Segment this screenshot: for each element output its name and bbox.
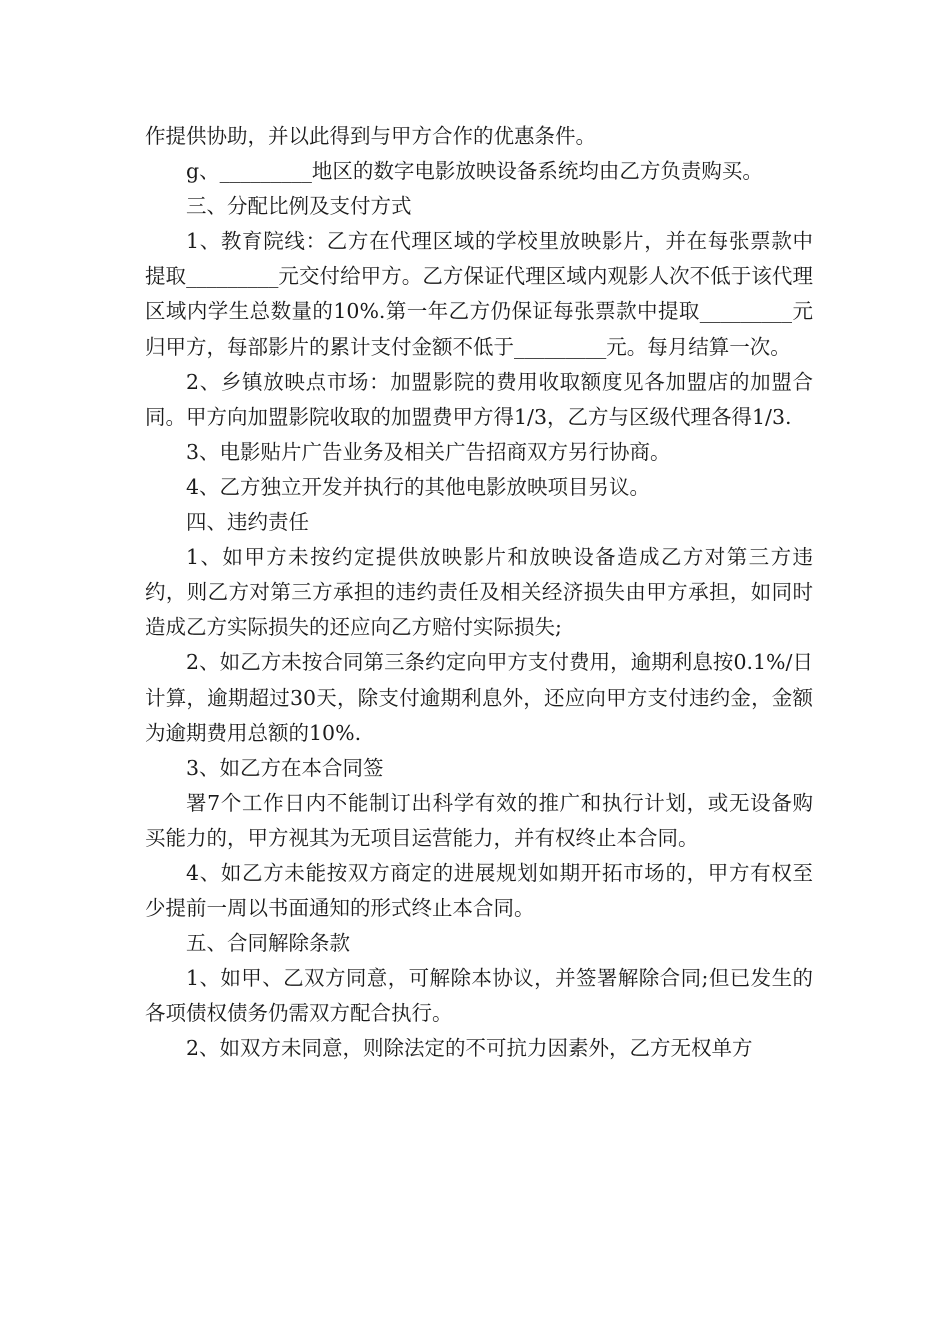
- paragraph: 4、乙方独立开发并执行的其他电影放映项目另议。: [186, 474, 651, 499]
- document-body: [145, 119, 813, 1067]
- section-heading: 五、合同解除条款: [186, 931, 350, 956]
- paragraph: 2、乡镇放映点市场：加盟影院的费用收取额度见各加盟店的加盟合同。甲方向加盟影院收取的加盟费甲方得1/3，乙方与区级代理各得1/3.: [145, 369, 813, 429]
- paragraph: 1、如甲、乙双方同意，可解除本协议，并签署解除合同;但已发生的各项债权债务仍需双方配合执行。: [145, 966, 813, 1026]
- paragraph: 作提供协助，并以此得到与甲方合作的优惠条件。: [145, 124, 596, 148]
- paragraph: 1、教育院线：乙方在代理区域的学校里放映影片，并在每张票款中提取_________元交付给甲方。乙方保证代理区域内观影人次不低于该代理区域内学生总数量的10%.第一年乙方仍保证每张票款中提取_________元归甲方，每部影片的累计支付金额不低于_________元。每月结算一次。: [145, 229, 813, 359]
- paragraph: 4、如乙方未能按双方商定的进展规划如期开拓市场的，甲方有权至少提前一周以书面通知的形式终止本合同。: [145, 860, 813, 921]
- paragraph: 署7个工作日内不能制订出科学有效的推广和执行计划，或无设备购买能力的，甲方视其为无项目运营能力，并有权终止本合同。: [145, 790, 813, 850]
- paragraph: g、_________地区的数字电影放映设备系统均由乙方负责购买。: [186, 159, 763, 184]
- paragraph: 3、如乙方在本合同签: [186, 755, 384, 780]
- paragraph: 2、如乙方未按合同第三条约定向甲方支付费用，逾期利息按0.1%/日计算，逾期超过30天，除支付逾期利息外，还应向甲方支付违约金，金额为逾期费用总额的10%.: [145, 650, 813, 745]
- section-heading: 三、分配比例及支付方式: [186, 194, 412, 219]
- paragraph: 2、如双方未同意，则除法定的不可抗力因素外，乙方无权单方: [186, 1036, 753, 1061]
- paragraph: 3、电影贴片广告业务及相关广告招商双方另行协商。: [186, 439, 671, 464]
- paragraph: 1、如甲方未按约定提供放映影片和放映设备造成乙方对第三方违约，则乙方对第三方承担的违约责任及相关经济损失由甲方承担，如同时造成乙方实际损失的还应向乙方赔付实际损失;: [145, 545, 813, 640]
- section-heading: 四、违约责任: [186, 510, 309, 535]
